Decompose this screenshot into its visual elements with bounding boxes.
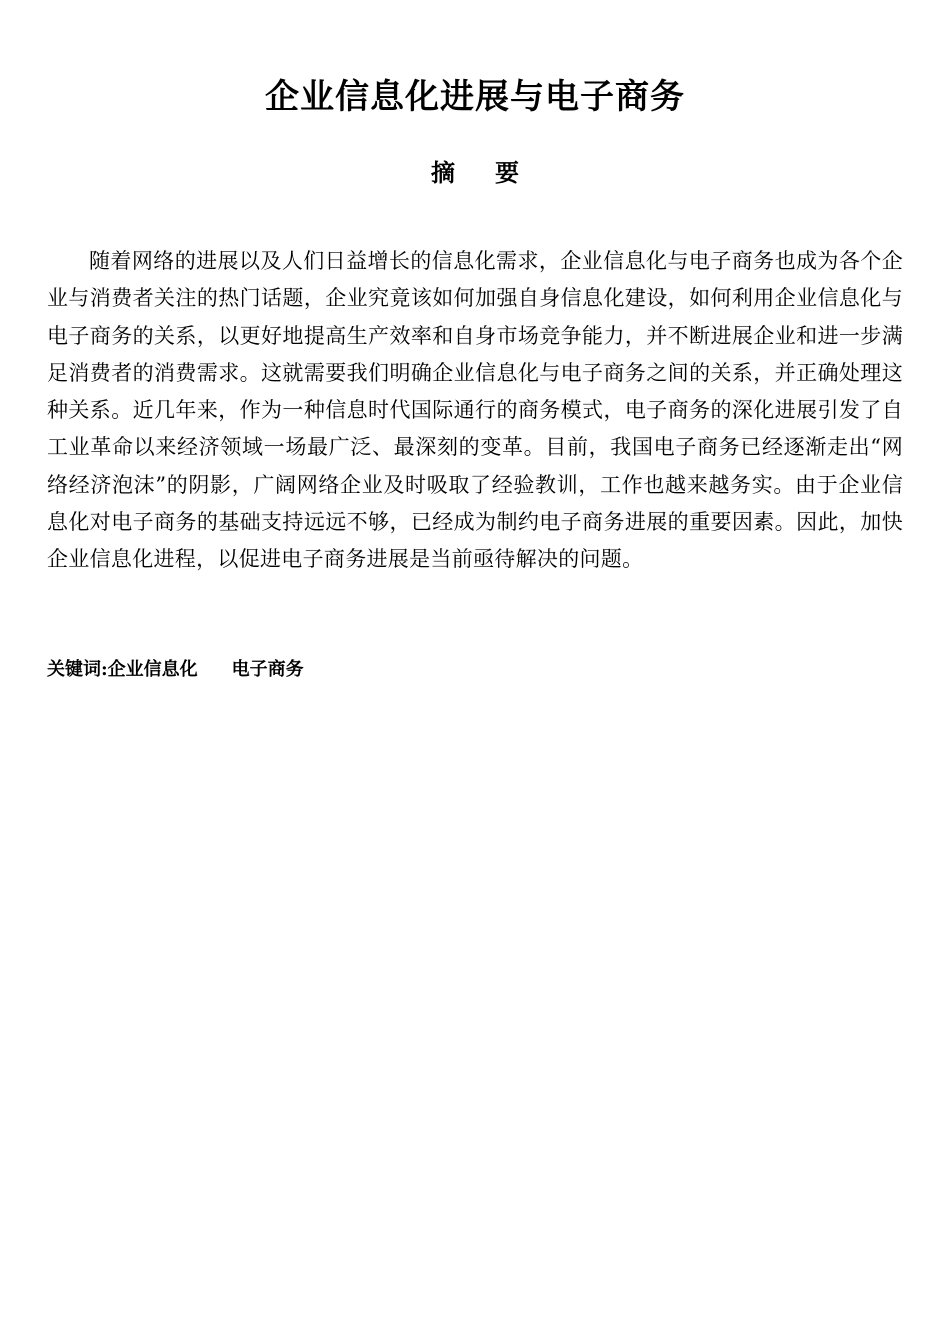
abstract-heading [0, 156, 950, 190]
keyword-item: 电子商务 [231, 659, 304, 680]
abstract-heading-char-1: 摘 [431, 158, 455, 187]
abstract-heading-char-2: 要 [495, 158, 519, 187]
keyword-item: 企业信息化 [107, 659, 198, 680]
keywords-label: 关键词: [47, 659, 108, 680]
abstract-paragraph: 随着网络的进展以及人们日益增长的信息化需求，企业信息化与电子商务也成为各个企业与消费者关注的热门话题，企业究竟该如何加强自身信息化建设，如何利用企业信息化与电子商务的关系，以更好地提高生产效率和自身市场竞争能力，并不断进展企业和进一步满足消费者的消费需求。这就需要我们明确企业信息化与电子商务之间的关系，并正确处理这种关系。近几年来，作为一种信息时代国际通行的商务模式，电子商务的深化进展引发了自工业革命以来经济领域一场最广泛、最深刻的变革。目前，我国电子商务已经逐渐走出“网络经济泡沫”的阴影，广阔网络企业及时吸取了经验教训，工作也越来越务实。由于企业信息化对电子商务的基础支持远远不够，已经成为制约电子商务进展的重要因素。因此，加快企业信息化进程，以促进电子商务进展是当前亟待解决的问题。 [47, 249, 903, 572]
keywords-line [47, 656, 304, 684]
document-title: 企业信息化进展与电子商务 [265, 76, 685, 117]
